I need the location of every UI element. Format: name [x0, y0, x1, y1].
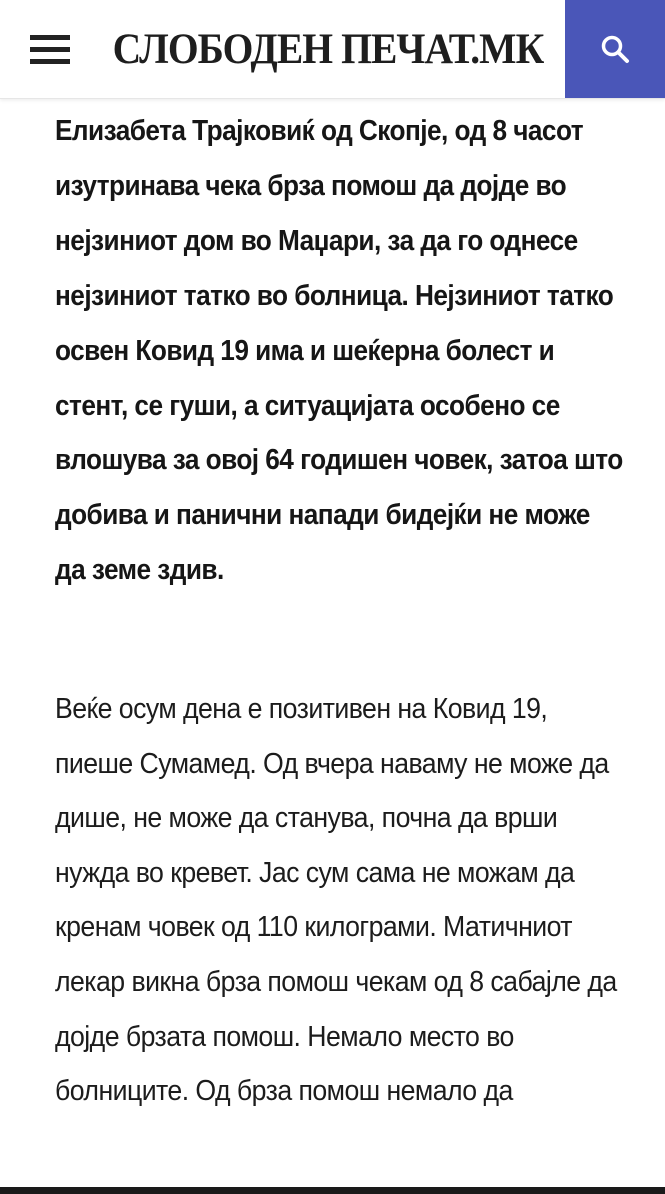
- article-lead: Елизабета Трајковиќ од Скопје, од 8 часот изутринава чека брза помош да дојде во нејзиниот дом во Маџари, за да го однесе нејзиниот татко во болница. Нејзиниот татко освен Ковид 19 има и шеќерна болест и стент, се гуши, а ситуацијата особено се влошува за овој 64 годишен човек, затоа што добива и панични напади бидејќи не може да земе здив.: [55, 115, 623, 587]
- site-header: [0, 0, 665, 99]
- bottom-bar: [0, 1187, 665, 1194]
- article-content: [55, 101, 625, 1108]
- search-icon: [600, 34, 630, 64]
- menu-button[interactable]: [22, 22, 78, 76]
- site-logo[interactable]: СЛОБОДЕН ПЕЧАТ.МК: [112, 25, 544, 73]
- hamburger-menu-icon: [30, 33, 70, 65]
- article-paragraph: Веќе осум дена е позитивен на Ковид 19, пиеше Сумамед. Од вчера наваму не може да дише, не може да станува, почна да врши нужда во кревет. Јас сум сама не можам да кренам човек од 110 килограми. Матичниот лекар викна брза помош чекам од 8 сабајле да дојде брзата помош. Немало место во болниците. Од брза помош немало да: [55, 693, 617, 1108]
- search-button[interactable]: [565, 0, 665, 98]
